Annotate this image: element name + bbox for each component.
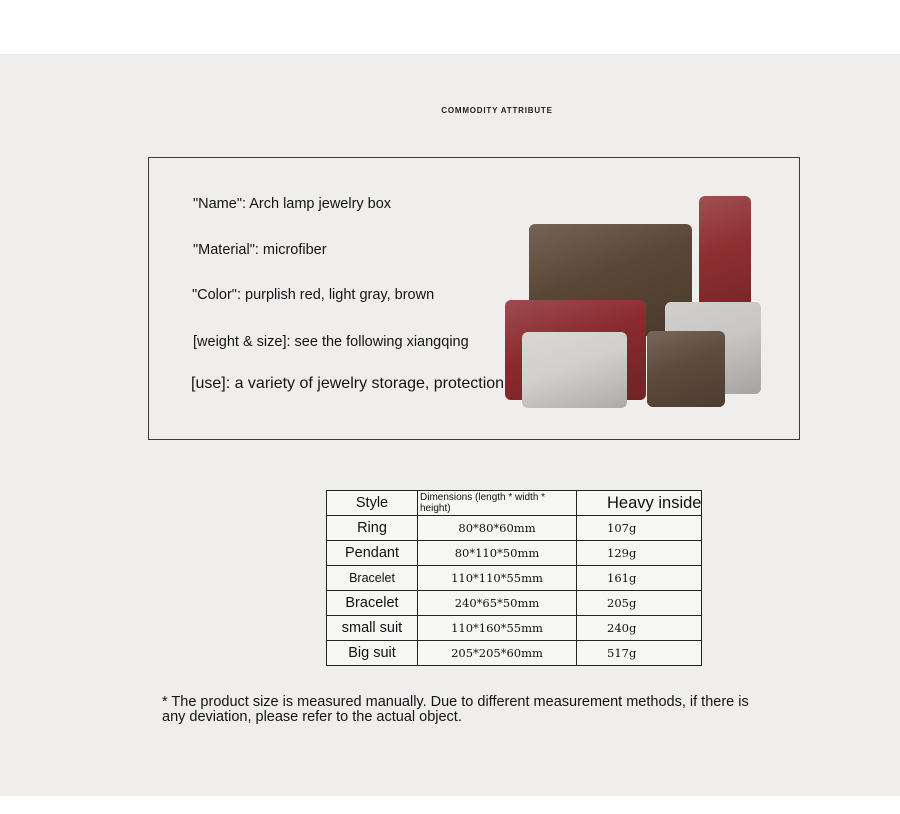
attribute-use: [use]: a variety of jewelry storage, protection (191, 375, 505, 392)
red-tall-box (699, 196, 751, 316)
cell-style: Pendant (327, 541, 418, 566)
cell-style: Big suit (327, 641, 418, 666)
specs-table (326, 490, 702, 666)
cell-dimensions: 205*205*60mm (418, 641, 577, 666)
cell-weight: 161g (577, 566, 702, 591)
cell-style: Bracelet (327, 566, 418, 591)
attribute-panel (148, 157, 800, 440)
attribute-name: "Name": Arch lamp jewelry box (193, 196, 392, 212)
cell-dimensions: 240*65*50mm (418, 591, 577, 616)
cell-dimensions: 110*160*55mm (418, 616, 577, 641)
cell-weight: 517g (577, 641, 702, 666)
gray-front-box (522, 332, 627, 408)
section-title: COMMODITY ATTRIBUTE (441, 106, 553, 115)
table-row (327, 541, 702, 566)
cell-style: Bracelet (327, 591, 418, 616)
table-row (327, 516, 702, 541)
header-weight: Heavy inside (577, 491, 702, 516)
attribute-material: "Material": microfiber (193, 242, 327, 258)
footnote: * The product size is measured manually. Due to different measurement methods, if there is any deviation, please refer to the actual object. (162, 694, 749, 725)
cell-style: small suit (327, 616, 418, 641)
cell-style: Ring (327, 516, 418, 541)
table-row (327, 566, 702, 591)
cell-weight: 240g (577, 616, 702, 641)
brown-small-box (647, 331, 725, 407)
product-photo (149, 158, 799, 439)
cell-weight: 129g (577, 541, 702, 566)
header-dimensions: Dimensions (length * width * height) (418, 491, 577, 516)
cell-weight: 205g (577, 591, 702, 616)
table-header-row (327, 491, 702, 516)
cell-weight: 107g (577, 516, 702, 541)
table-row (327, 616, 702, 641)
table-row (327, 591, 702, 616)
attribute-weight-size: [weight & size]: see the following xiangqing (193, 334, 469, 350)
cell-dimensions: 110*110*55mm (418, 566, 577, 591)
attribute-color: "Color": purplish red, light gray, brown (192, 287, 435, 303)
cell-dimensions: 80*110*50mm (418, 541, 577, 566)
header-style: Style (327, 491, 418, 516)
cell-dimensions: 80*80*60mm (418, 516, 577, 541)
table-row (327, 641, 702, 666)
